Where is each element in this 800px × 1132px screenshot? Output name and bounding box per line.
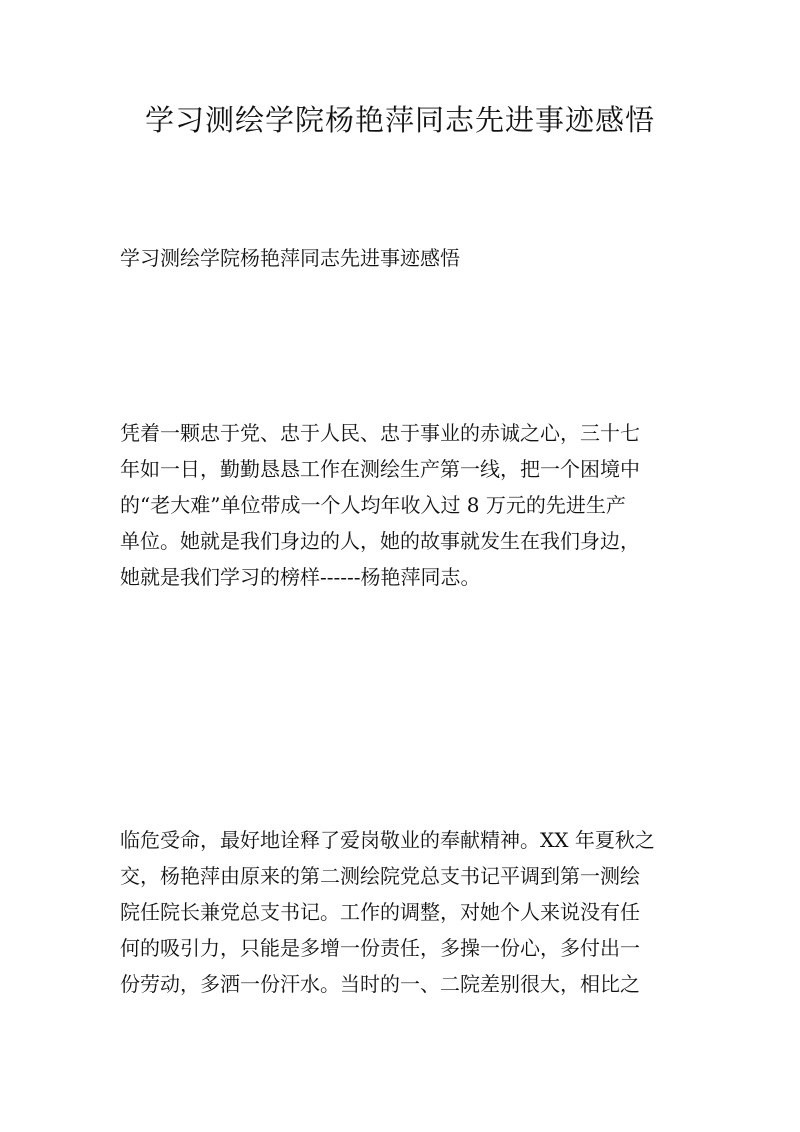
paragraph-2 <box>120 822 690 1002</box>
paragraph-line: 交，杨艳萍由原来的第二测绘院党总支书记平调到第一测绘 <box>120 864 640 888</box>
paragraph-line: 单位。她就是我们身边的人，她的故事就发生在我们身边， <box>120 529 640 553</box>
document-title: 学习测绘学院杨艳萍同志先进事迹感悟 <box>144 103 655 137</box>
paragraph-line: 凭着一颗忠于党、忠于人民、忠于事业的赤诚之心，三十七 <box>120 421 640 445</box>
paragraph-line: 临危受命，最好地诠释了爱岗敬业的奉献精神。XX 年夏秋之 <box>120 828 655 852</box>
paragraph-line: 年如一日，勤勤恳恳工作在测绘生产第一线，把一个困境中 <box>120 457 640 481</box>
document-subtitle: 学习测绘学院杨艳萍同志先进事迹感悟 <box>120 246 460 270</box>
paragraph-1 <box>120 415 690 595</box>
paragraph-line: 的“老大难”单位带成一个人均年收入过 8 万元的先进生产 <box>120 493 626 517</box>
paragraph-line: 院任院长兼党总支书记。工作的调整，对她个人来说没有任 <box>120 900 640 924</box>
paragraph-line: 何的吸引力，只能是多增一份责任，多操一份心，多付出一 <box>120 936 640 960</box>
paragraph-line: 她就是我们学习的榜样------杨艳萍同志。 <box>120 565 481 589</box>
paragraph-line: 份劳动，多洒一份汗水。当时的一、二院差别很大，相比之 <box>120 972 640 996</box>
